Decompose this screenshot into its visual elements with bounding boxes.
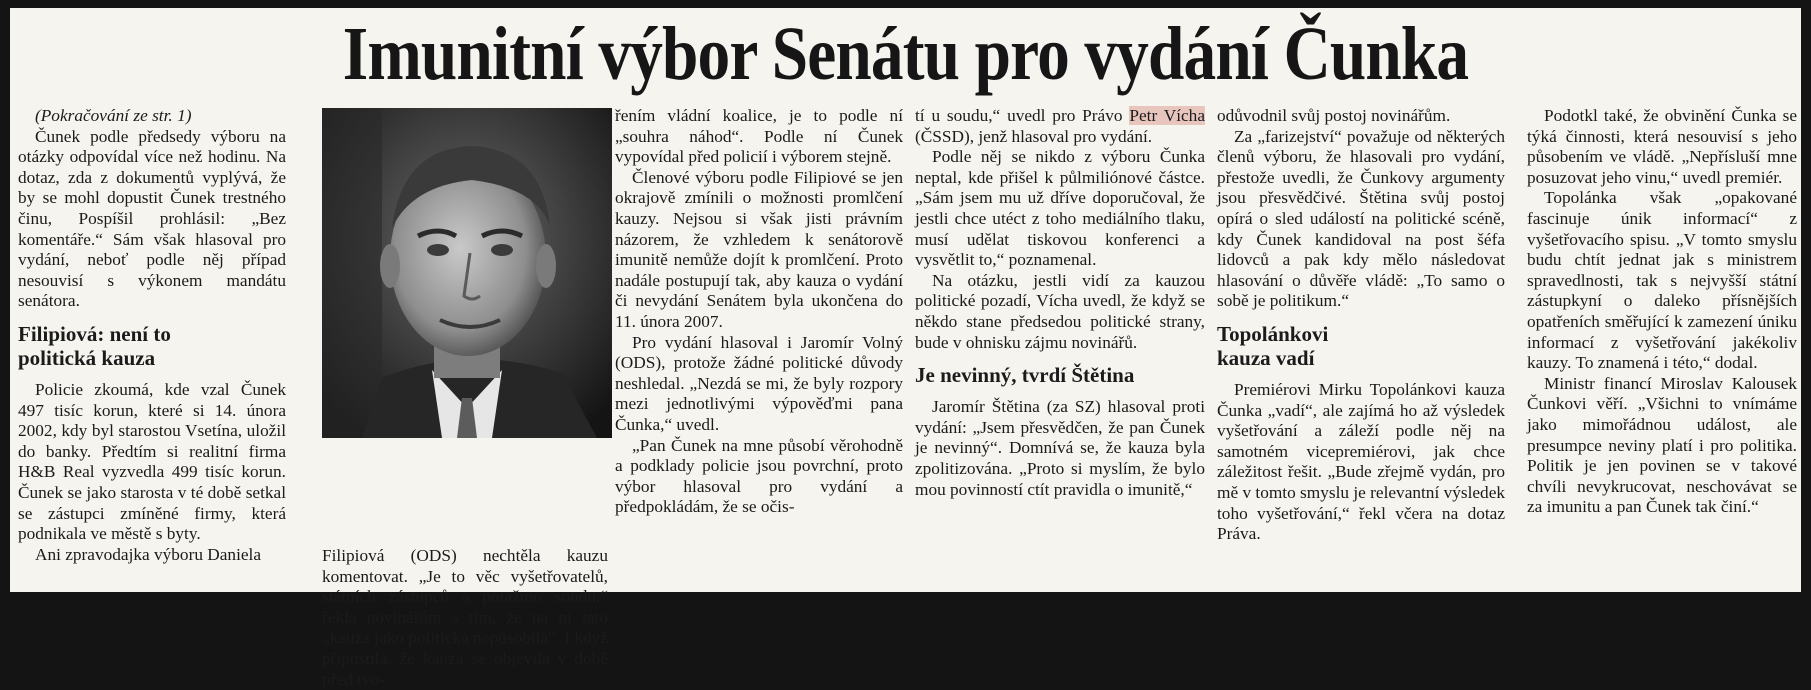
headline: Imunitní výbor Senátu pro vydání Čunka	[342, 12, 1469, 96]
column-1	[18, 106, 286, 592]
paragraph: Topolánka však „opakované fascinuje únik informací“ z vyšetřovacího spisu. „V tomto smyslu budu chtít jednat jak s ministrem spravedlnosti, tak s nejvyšší státní zástupkyní o daleko přísnějších opatřeních směřující k zamezení úniku informací z vyšetřování jakékoliv kauzy. To znamená i této,“ dodal.	[1527, 188, 1797, 373]
paragraph: řením vládní koalice, je to podle ní „souhra náhod“. Podle ní Čunek vypovídal před policií i výborem stejně.	[615, 106, 903, 167]
column-4	[915, 106, 1205, 592]
column-2	[322, 106, 608, 689]
text-run: (ČSSD), jenž hlasoval pro vydání.	[915, 126, 1153, 146]
subheading-stetina: Je nevinný, tvrdí Štětina	[915, 363, 1135, 388]
paragraph: Na otázku, jestli vidí za kauzou politické pozadí, Vícha uvedl, že když se někdo stane předsedou politické strany, bude v ohnisku zájmu novinářů.	[915, 270, 1205, 352]
subheading-filipiova	[18, 322, 286, 370]
column-5	[1217, 106, 1505, 592]
paragraph: Podotkl také, že obvinění Čunka se týká činnosti, která nesouvisí s jeho působením ve vládě. „Nepřísluší mne posuzovat jeho vinu,“ uvedl premiér.	[1527, 106, 1797, 187]
subheading-line: kauza vadí	[1217, 345, 1315, 370]
paragraph: Členové výboru podle Filipiové se jen okrajově zmínili o možnosti promlčení kauzy. Nejsou si však jisti právním názorem, že vzhledem k senátorově imunitě nemůže dojít k promlčení. Proto nadále postupují tak, aby kauza o vydání či nevydání Senátem byla ukončena do 11. února 2007.	[615, 167, 903, 331]
paragraph: „Pan Čunek na mne působí věrohodně a podklady policie jsou povrchní, proto výbor hlasoval pro vydání a předpokládám, že se očis-	[615, 435, 903, 517]
column-3	[615, 106, 903, 592]
paragraph: Podle něj se nikdo z výboru Čunka neptal, kde přišel k půlmiliónové částce. „Sám jsem mu už dříve doporučoval, že jestli chce utéct z toho mediálního tlaku, musí udělat tiskovou konferenci a vysvětlit to,“ poznamenal.	[915, 147, 1205, 270]
text-run: tí u soudu,“ uvedl pro Právo	[915, 106, 1130, 125]
column-2-text	[322, 546, 608, 690]
subheading-topolanek	[1217, 322, 1505, 370]
paragraph: Policie zkoumá, kde vzal Čunek 497 tisíc korun, které si 14. února 2002, kdy byl starostou Vsetína, uložil do banky. Předtím si realitní firma H&B Real vyzvedla 499 tisíc korun. Čunek se jako starosta v té době setkal se zástupci zmíněné firmy, která podnikala ve městě s byty.	[18, 379, 286, 544]
paragraph: Čunek podle předsedy výboru na otázky odpovídal více než hodinu. Na dotaz, zda z dokumentů vyplývá, že by se mohl dopustit Čunek trestného činu, Pospíšil prohlásil: „Bez komentáře.“ Sám však hlasoval pro vydání, neboť podle něj případ nesouvisí s výkonem mandátu senátora.	[18, 126, 286, 311]
newspaper-clipping	[10, 8, 1801, 689]
subheading-line: Topolánkovi	[1217, 321, 1329, 346]
paragraph: Jaromír Štětina (za SZ) hlasoval proti vydání: „Jsem přesvědčen, že pan Čunek je nevinný“. Domnívá se, že kauza byla zpolitizována. „Proto si myslím, že bylo mou povinností ctít pravidla o imunitě,“	[915, 397, 1205, 499]
subheading-line: Filipiová: není to	[18, 321, 171, 346]
paragraph: Filipiová (ODS) nechtěla kauzu komentovat. „Je to věc vyšetřovatelů, státních zástupců a potažmo soudu,“ řekla novinářům s tím, že na ní tato „kauza jako politická nepůsobila“. I když připustila, že kauza se objevila v době před tvo-	[322, 546, 608, 689]
subheading-line: politická kauza	[18, 345, 156, 370]
continuation-note: (Pokračování ze str. 1)	[35, 106, 192, 125]
paragraph: Pro vydání hlasoval i Jaromír Volný (ODS), protože žádné politické důvody neshledal. „Nezdá se mi, že byly rozpory mezi jednotlivými výpověďmi pana Čunka,“ uvedl.	[615, 332, 903, 434]
paragraph: Za „farizejství“ považuje od některých členů výboru, že hlasovali pro vydání, přestože uvedli, že Čunkovy argumenty jsou přesvědčivé. Štětina svůj postoj opírá o sled událostí na politické scéně, kdy Čunek kandidoval na post šéfa lidovců a pak kdy mělo následovat hlasování o důvěře vládě: „To samo o sobě je politikum.“	[1217, 126, 1505, 311]
column-6	[1527, 106, 1797, 592]
paragraph: odůvodnil svůj postoj novinářům.	[1217, 106, 1451, 125]
paragraph: Ministr financí Miroslav Kalousek Čunkovi věří. „Všichni to vnímáme jako mimořádnou událost, ale presumpce neviny platí i pro politika. Politik je jen povinen se v takové chvíli nevykrucovat, neschovávat se za imunitu a pan Čunek tak činí.“	[1527, 373, 1797, 517]
highlighted-name: Petr Vícha	[1129, 106, 1205, 125]
paragraph: Premiérovi Mirku Topolánkovi kauza Čunka „vadí“, ale zajímá ho až výsledek vyšetřování a záleží podle něj na samotném vicepremiérovi, jak chce záležitost řešit. „Bude zřejmě vydán, pro mě v tomto smyslu je relevantní výsledek toho vyšetřování,“ řekl včera na dotaz Práva.	[1217, 379, 1505, 544]
paragraph: Ani zpravodajka výboru Daniela	[35, 544, 262, 564]
paragraph	[915, 106, 1205, 147]
